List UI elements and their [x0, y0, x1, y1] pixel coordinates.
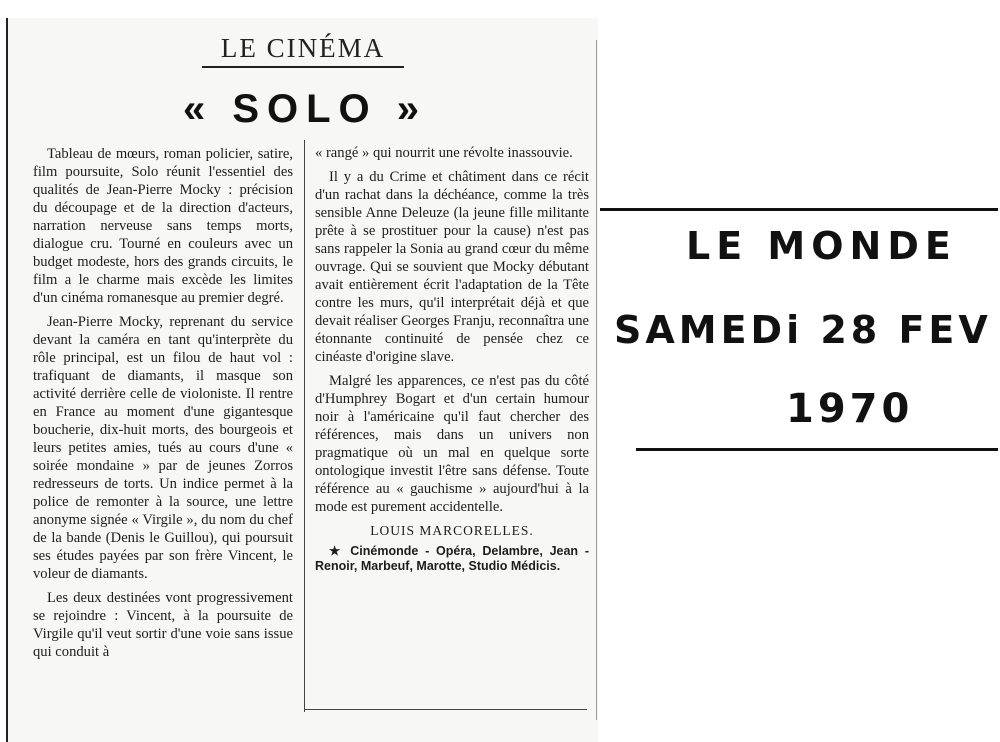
handwritten-date: SAMEDi 28 FEV [614, 308, 992, 352]
clipping-right-edge [596, 40, 597, 720]
column-bottom-rule [305, 709, 587, 710]
handwritten-year: 1970 [786, 386, 914, 432]
column-divider [304, 140, 305, 712]
paragraph-2: Jean-Pierre Mocky, reprenant du service devant la caméra en tant qu'interprète du rôle principal, est un filou de haut vol : trafiquant de diamants, il masque son activité derrière celle de violoniste. Il rentre en France au moment d'une gigantesque boucherie, dix-huit morts, des bourgeois et leurs petites amies, tués au cours d'une « soirée mondaine » par de jeunes Zorros redresseurs de torts. Un indice permet à la police de remonter à la source, une lettre anonyme signée « Virgile », du nom du chef de la bande (Denis le Guillou), qui poursuit ses études payées par son frère Vincent, le voleur de diamants. [33, 314, 293, 582]
paragraph-continuation: « rangé » qui nourrit une révolte inassouvie. [315, 145, 573, 161]
paragraph-5: Malgré les apparences, ce n'est pas du côté d'Humphrey Bogart et d'un certain humour noir à l'américaine qu'il faut chercher des références, mais dans un univers non pragmatique où un mal en quelque sorte ontologique investit l'être sans défense. Toute référence au « gauchisme » aujourd'hui à la mode est purement accidentelle. [315, 373, 589, 515]
article-column-right [315, 144, 589, 574]
clipping-left-edge [6, 18, 8, 742]
section-title: LE CINÉMA [202, 32, 404, 68]
handwritten-newspaper-name: LE MONDE [686, 224, 957, 268]
note-rule-top [600, 208, 998, 211]
headline: « SOLO » [182, 87, 428, 131]
paragraph-4: Il y a du Crime et châtiment dans ce récit d'un rachat dans la déchéance, comme la très sensible Anne Deleuze (la jeune fille militante prête à se prostituer pour la cause) n'est pas sans rappeler la Sonia au grand cœur du même ouvrage. Qui se souvient que Mocky débutant avait entièrement écrit l'adaptation de la Tête contre les murs, qu'il interprétait déjà et que devait réaliser Georges Franju, reconnaîtra une étonnante continuité de pensée chez ce cinéaste d'origine slave. [315, 169, 589, 365]
cinema-listing: ★ Cinémonde - Opéra, Delambre, Jean - Renoir, Marbeuf, Marotte, Studio Médicis. [315, 544, 589, 573]
paragraph-3: Les deux destinées vont progressivement se rejoindre : Vincent, à la poursuite de Virgile qu'il veut sortir d'une voie sans issue qui conduit à [33, 590, 293, 660]
byline: LOUIS MARCORELLES. [370, 523, 534, 538]
note-rule-bottom [636, 448, 998, 451]
paragraph-1: Tableau de mœurs, roman policier, satire, film poursuite, Solo réunit l'essentiel des qualités de Jean-Pierre Mocky : précision du découpage et de la direction d'acteurs, narration nerveuse sans temps morts, dialogue cru. Tourné en couleurs avec un budget modeste, hors des grands circuits, le film a le charme mais excède les limites d'un cinéma romanesque au premier degré. [33, 146, 293, 306]
article-column-left [33, 145, 293, 667]
